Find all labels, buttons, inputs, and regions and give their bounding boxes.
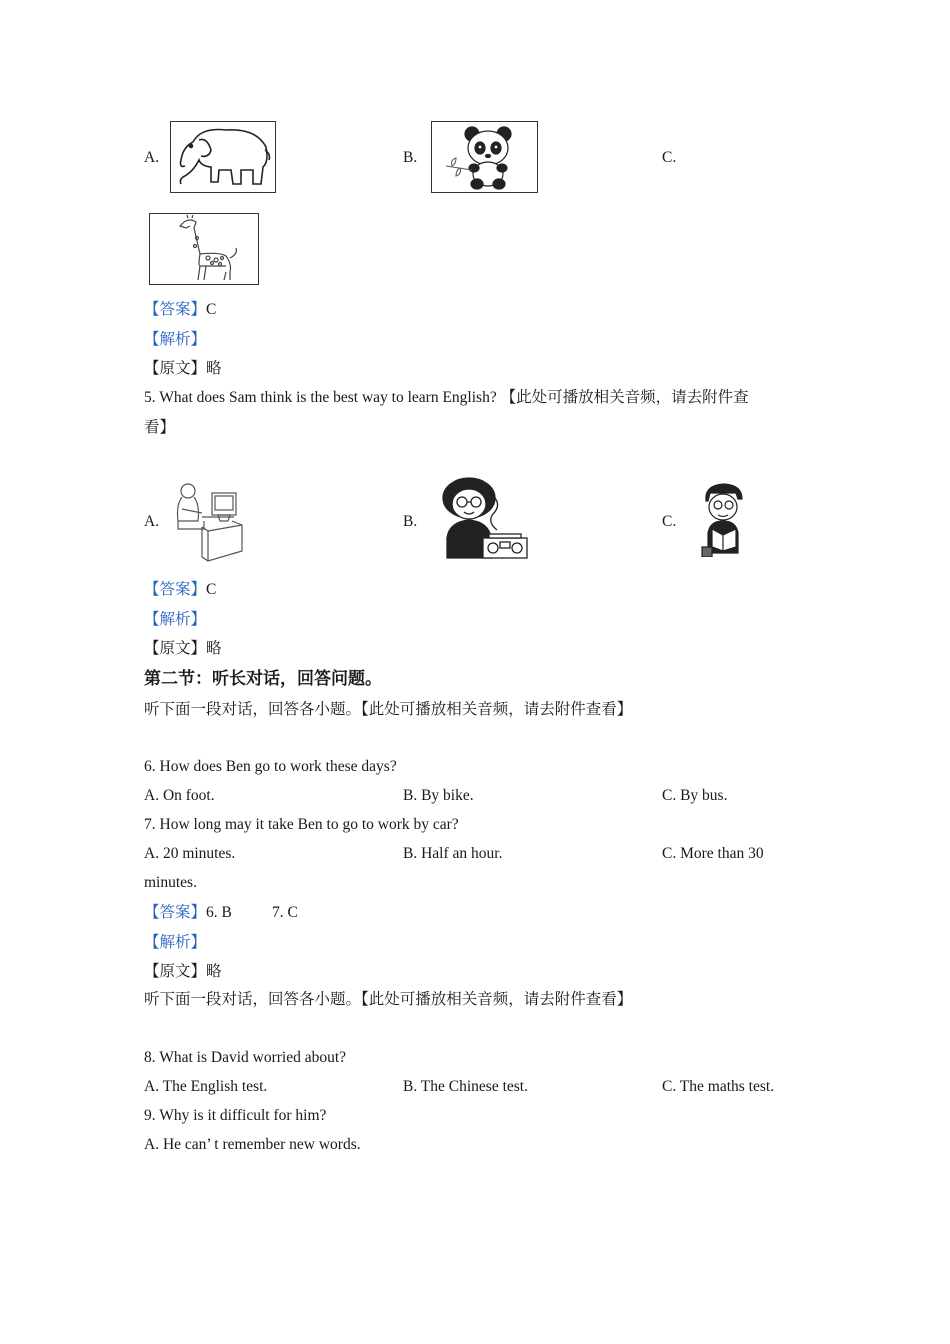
q8-option-b: B. The Chinese test.	[403, 1078, 528, 1095]
answer-value: C	[206, 581, 217, 598]
giraffe-picture	[149, 213, 259, 285]
radio-icon	[437, 476, 530, 560]
q7-option-a: A. 20 minutes.	[144, 845, 236, 862]
panda-picture	[431, 121, 538, 193]
original-tag: 【原文】	[144, 360, 207, 377]
q6-option-c: C. By bus.	[662, 787, 728, 804]
answer-tag: 【答案】	[144, 301, 207, 318]
q5-original	[144, 639, 222, 659]
q8-option-c: C. The maths test.	[662, 1078, 775, 1095]
q7-option-c: C. More than 30	[662, 845, 764, 862]
q8-option-a: A. The English test.	[144, 1078, 268, 1095]
q6-question: 6. How does Ben go to work these days?	[144, 758, 397, 775]
q5-option-c-label: C.	[662, 513, 677, 530]
answer-value-6: 6. B	[206, 904, 232, 921]
q6-7-answer	[144, 903, 232, 923]
section-intro-2: 听下面一段对话，回答各小题。【此处可播放相关音频，请去附件查看】	[144, 991, 633, 1008]
q6-option-a: A. On foot.	[144, 787, 215, 804]
q9-question: 9. Why is it difficult for him?	[144, 1107, 327, 1124]
q6-option-b: B. By bike.	[403, 787, 474, 804]
giraffe-icon	[150, 214, 257, 283]
q4-answer	[144, 300, 216, 320]
elephant-icon	[171, 122, 274, 191]
q6-7-analysis: 【解析】	[144, 934, 207, 951]
girl-with-radio-picture	[437, 476, 530, 560]
q5-analysis: 【解析】	[144, 611, 207, 628]
section-heading: 第二节：听长对话，回答问题。	[144, 669, 382, 688]
q7-option-c-continued: minutes.	[144, 874, 197, 891]
original-tag: 【原文】	[144, 963, 207, 980]
q6-7-original	[144, 962, 222, 982]
original-value: 略	[206, 963, 222, 980]
q5-question-continued: 看】	[144, 419, 176, 436]
q7-option-b: B. Half an hour.	[403, 845, 503, 862]
computer-icon	[172, 481, 246, 563]
q4-original	[144, 359, 222, 379]
answer-value-7: 7. C	[272, 904, 298, 921]
boy-reading-book-picture	[700, 481, 746, 557]
q4-analysis: 【解析】	[144, 331, 207, 348]
q5-answer	[144, 580, 216, 600]
person-at-computer-picture	[172, 481, 246, 563]
panda-icon	[432, 122, 536, 191]
section-intro-1: 听下面一段对话，回答各小题。【此处可播放相关音频，请去附件查看】	[144, 701, 633, 718]
q4-option-c-label: C.	[662, 149, 677, 166]
q8-question: 8. What is David worried about?	[144, 1049, 347, 1066]
answer-tag: 【答案】	[144, 581, 207, 598]
q5-option-b-label: B.	[403, 513, 418, 530]
q5-option-a-label: A.	[144, 513, 160, 530]
original-value: 略	[206, 640, 222, 657]
elephant-picture	[170, 121, 276, 193]
original-value: 略	[206, 360, 222, 377]
original-tag: 【原文】	[144, 640, 207, 657]
q7-question: 7. How long may it take Ben to go to work by car?	[144, 816, 459, 833]
q4-option-b-label: B.	[403, 149, 418, 166]
book-icon	[700, 481, 746, 557]
answer-tag: 【答案】	[144, 904, 207, 921]
q5-question: 5. What does Sam think is the best way to learn English? 【此处可播放相关音频，请去附件查	[144, 389, 749, 406]
q9-option-a: A. He can’ t remember new words.	[144, 1136, 361, 1153]
q4-option-a-label: A.	[144, 149, 160, 166]
answer-value: C	[206, 301, 217, 318]
